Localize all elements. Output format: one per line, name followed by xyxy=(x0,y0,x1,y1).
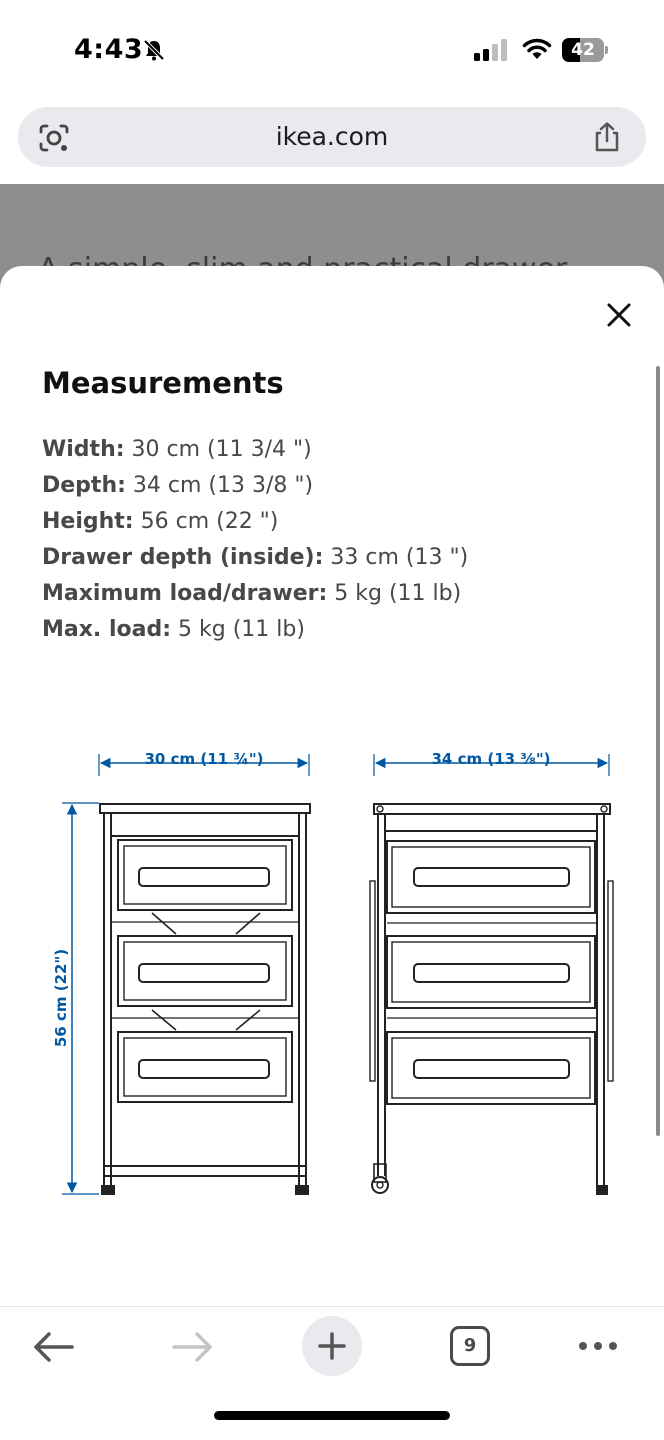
bell-slash-icon xyxy=(142,38,166,62)
measurement-max-load-drawer xyxy=(42,576,642,612)
measurement-label: Drawer depth (inside): xyxy=(42,545,324,570)
status-bar xyxy=(0,0,664,100)
wifi-icon xyxy=(522,37,552,61)
lens-icon[interactable] xyxy=(38,123,70,153)
battery-level: 42 xyxy=(571,40,595,60)
sheet-title: Measurements xyxy=(42,366,284,400)
measurement-width xyxy=(42,432,642,468)
forward-arrow-icon[interactable] xyxy=(168,1327,216,1367)
signal-icon xyxy=(474,39,510,61)
measurement-value: 5 kg (11 lb) xyxy=(334,581,462,606)
share-icon[interactable] xyxy=(592,121,622,153)
address-bar[interactable] xyxy=(18,107,646,167)
measurement-value: 33 cm (13 ") xyxy=(330,545,469,570)
back-arrow-icon[interactable] xyxy=(30,1327,78,1367)
dimension-diagram xyxy=(44,746,624,1206)
plus-icon xyxy=(317,1331,347,1361)
measurement-max-load xyxy=(42,612,642,648)
front-view xyxy=(62,754,310,1194)
diagram-width-label: 30 cm (11 ¾") xyxy=(144,750,264,768)
status-time: 4:43 xyxy=(74,34,144,65)
more-icon[interactable] xyxy=(574,1331,622,1361)
close-button[interactable] xyxy=(598,294,640,336)
measurement-label: Height: xyxy=(42,509,134,534)
close-icon xyxy=(606,302,632,328)
measurement-value: 5 kg (11 lb) xyxy=(178,617,305,642)
side-view xyxy=(370,754,613,1194)
measurement-value: 34 cm (13 3/8 ") xyxy=(132,473,314,498)
measurement-height xyxy=(42,504,642,540)
measurement-depth xyxy=(42,468,642,504)
measurement-value: 56 cm (22 ") xyxy=(140,509,279,534)
diagram-depth-label: 34 cm (13 ⅜") xyxy=(431,750,551,768)
browser-toolbar xyxy=(0,1306,664,1440)
measurement-drawer-depth xyxy=(42,540,642,576)
measurement-label: Width: xyxy=(42,437,125,462)
measurement-label: Max. load: xyxy=(42,617,171,642)
tabs-button[interactable]: 9 xyxy=(450,1326,490,1366)
measurement-list xyxy=(42,432,642,648)
measurements-sheet xyxy=(0,266,664,1306)
battery-icon xyxy=(562,38,608,62)
new-tab-button[interactable] xyxy=(302,1316,362,1376)
url-text[interactable]: ikea.com xyxy=(275,122,389,151)
scrollbar[interactable] xyxy=(656,366,660,1136)
measurement-value: 30 cm (11 3/4 ") xyxy=(131,437,312,462)
measurement-label: Depth: xyxy=(42,473,126,498)
measurement-label: Maximum load/drawer: xyxy=(42,581,328,606)
home-indicator[interactable] xyxy=(214,1411,450,1420)
diagram-height-label: 56 cm (22") xyxy=(52,948,70,1048)
